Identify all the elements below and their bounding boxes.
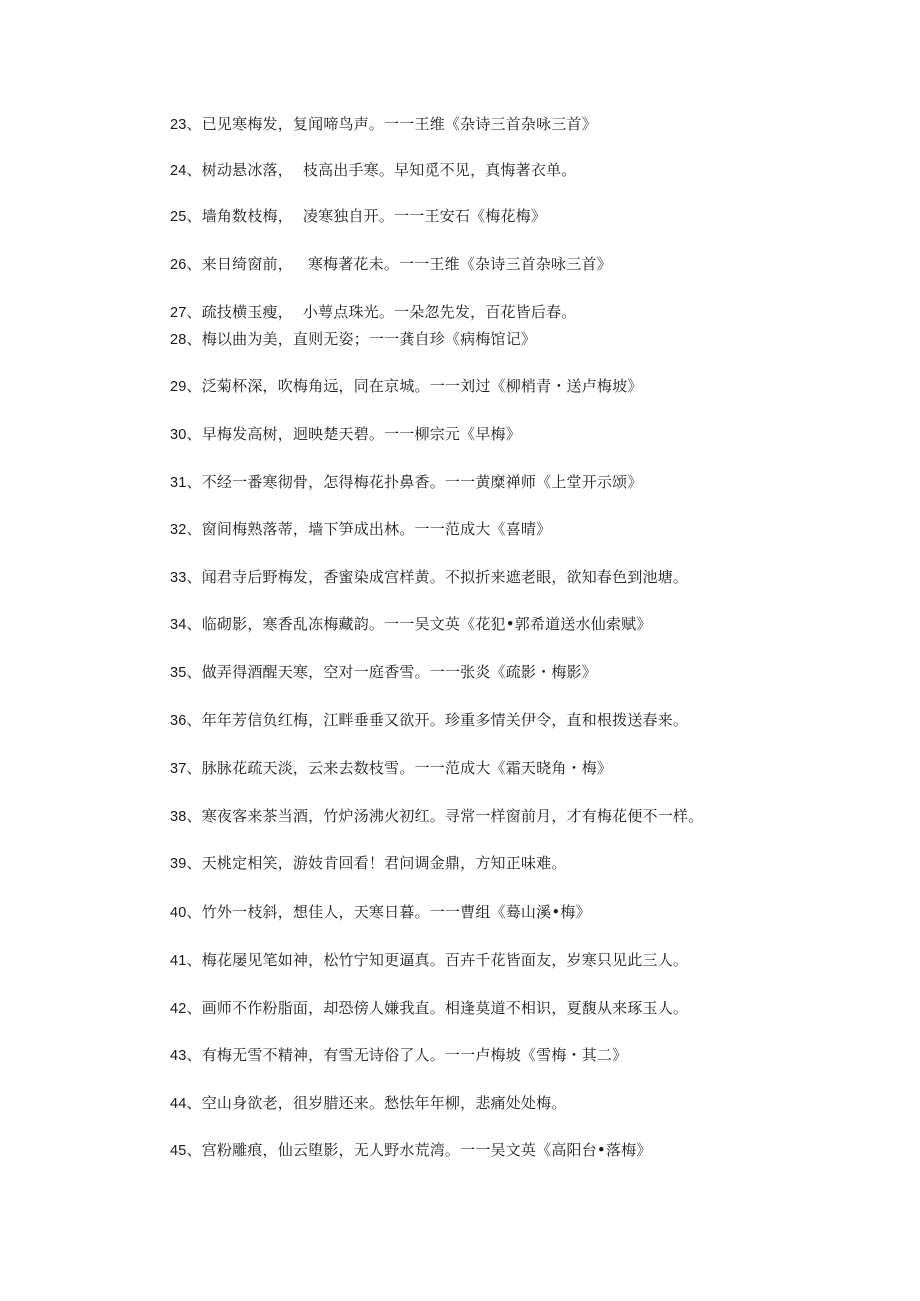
line-text: 、树动悬冰落， 枝高出手寒。早知觅不见，真悔著衣单。 xyxy=(186,161,577,179)
line-text: 、早梅发高树，迥映楚天碧。一一柳宗元《早梅》 xyxy=(186,425,521,443)
line-number: 31 xyxy=(170,475,187,491)
line-text: 、临砌影，寒香乱冻梅藏韵。一一吴文英《花犯•郭希道送水仙索赋》 xyxy=(186,615,652,633)
poem-line xyxy=(170,302,890,323)
poem-line xyxy=(170,710,890,731)
line-number: 36 xyxy=(170,713,187,729)
poem-line xyxy=(170,662,890,683)
line-text: 、做弄得酒醒天寒，空对一庭香雪。一一张炎《疏影・梅影》 xyxy=(186,663,597,681)
line-text: 、墙角数枝梅， 凌寒独自开。一一王安石《梅花梅》 xyxy=(186,207,547,225)
line-text: 、闻君寺后野梅发，香蜜染成宫样黄。不拟折来遮老眼，欲知春色到池塘。 xyxy=(186,568,689,586)
line-number: 32 xyxy=(170,522,187,538)
line-text: 、空山身欲老，徂岁腊还来。愁怯年年柳，悲痛处处梅。 xyxy=(186,1094,567,1112)
line-number: 35 xyxy=(170,665,187,681)
line-number: 45 xyxy=(170,1143,187,1159)
line-text: 、年年芳信负红梅，江畔垂垂又欲开。珍重多情关伊令，直和根拨送春来。 xyxy=(186,711,689,729)
line-number: 43 xyxy=(170,1048,187,1064)
poem-line xyxy=(170,114,890,135)
poem-line xyxy=(170,160,890,181)
poem-line xyxy=(170,998,890,1019)
line-text: 、梅以曲为美，直则无姿；一一龚自珍《病梅馆记》 xyxy=(186,330,537,348)
line-number: 33 xyxy=(170,570,187,586)
poem-line xyxy=(170,376,890,397)
line-number: 24 xyxy=(170,163,187,179)
poem-line xyxy=(170,806,890,827)
poem-line xyxy=(170,853,890,874)
line-text: 、来日绮窗前， 寒梅著花未。一一王维《杂诗三首杂咏三首》 xyxy=(186,255,612,273)
poem-line xyxy=(170,424,890,445)
line-number: 34 xyxy=(170,617,187,633)
line-text: 、泛菊杯深，吹梅角远，同在京城。一一刘过《柳梢青・送卢梅坡》 xyxy=(186,377,643,395)
poem-line xyxy=(170,758,890,779)
poem-line xyxy=(170,950,890,971)
poem-line xyxy=(170,614,890,635)
line-text: 、宫粉雕痕，仙云堕影，无人野水荒湾。一一吴文英《高阳台•落梅》 xyxy=(186,1141,652,1159)
line-number: 41 xyxy=(170,953,187,969)
poem-line xyxy=(170,1140,890,1161)
line-number: 26 xyxy=(170,257,187,273)
line-number: 23 xyxy=(170,117,187,133)
line-number: 40 xyxy=(170,905,187,921)
line-text: 、画师不作粉脂面，却恐傍人嫌我直。相逢莫道不相识，夏馥从来琢玉人。 xyxy=(186,999,689,1017)
line-text: 、竹外一枝斜，想佳人，天寒日暮。一一曹组《蓦山溪•梅》 xyxy=(186,903,591,921)
line-text: 、不经一番寒彻骨，怎得梅花扑鼻香。一一黄糜禅师《上堂开示颂》 xyxy=(186,473,643,491)
line-number: 42 xyxy=(170,1001,187,1017)
poem-line xyxy=(170,567,890,588)
poem-line xyxy=(170,1093,890,1114)
poem-line xyxy=(170,519,890,540)
line-number: 28 xyxy=(170,332,187,348)
line-number: 39 xyxy=(170,856,187,872)
line-text: 、天桃定相笑，游妓肯回看！君问调金鼎，方知正味难。 xyxy=(186,854,567,872)
poem-line xyxy=(170,254,890,275)
line-number: 44 xyxy=(170,1096,187,1112)
poem-line xyxy=(170,329,890,350)
line-number: 37 xyxy=(170,761,187,777)
line-text: 、有梅无雪不精神，有雪无诗俗了人。一一卢梅坡《雪梅・其二》 xyxy=(186,1046,628,1064)
line-number: 38 xyxy=(170,809,187,825)
line-number: 29 xyxy=(170,379,187,395)
poem-line xyxy=(170,1045,890,1066)
line-text: 、疏技横玉瘦， 小萼点珠光。一朵忽先发，百花皆后春。 xyxy=(186,303,577,321)
line-text: 、已见寒梅发，复闻啼鸟声。一一王维《杂诗三首杂咏三首》 xyxy=(186,115,597,133)
line-text: 、梅花屡见笔如神，松竹宁知更逼真。百卉千花皆面友，岁寒只见此三人。 xyxy=(186,951,689,969)
line-text: 、脉脉花疏天淡，云来去数枝雪。一一范成大《霜天晓角・梅》 xyxy=(186,759,613,777)
poem-line xyxy=(170,206,890,227)
line-number: 27 xyxy=(170,305,187,321)
poem-line xyxy=(170,902,890,923)
line-number: 30 xyxy=(170,427,187,443)
poem-line xyxy=(170,472,890,493)
line-text: 、寒夜客来茶当酒，竹炉汤沸火初红。寻常一样窗前月，才有梅花便不一样。 xyxy=(186,807,704,825)
line-number: 25 xyxy=(170,209,187,225)
line-text: 、窗间梅熟落蒂，墙下笋成出林。一一范成大《喜晴》 xyxy=(186,520,552,538)
